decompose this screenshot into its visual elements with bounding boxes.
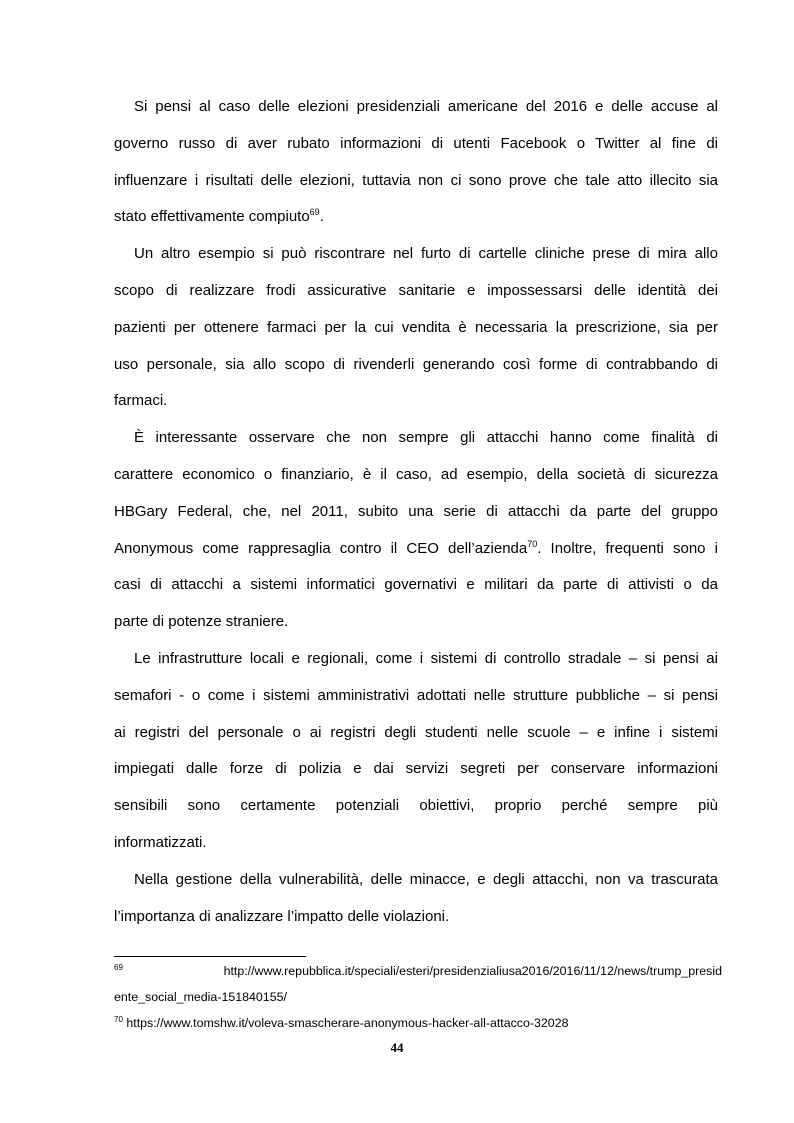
footnote-separator (114, 956, 306, 957)
body-text (114, 89, 718, 935)
footnote-69-link[interactable]: http://www.repubblica.it/speciali/esteri/presidenzialiusa2016/2016/11/12/news/trump_presid (223, 964, 722, 978)
footnote-ref-70[interactable]: 70 (527, 538, 538, 549)
paragraph-4: Le infrastrutture locali e regionali, come i sistemi di controllo stradale – si pensi ai semafori - o come i sistemi amministrativi adottati nelle strutture pubbliche – si pensi ai registri del personale o ai registri degli studenti nelle scuole – e infine i sistemi impiegati dalle forze di polizia e dai servizi segreti per conservare informazioni sensibili sono certamente potenziali obiettivi, proprio perché sempre più informatizzati. (114, 649, 718, 851)
footnote-70-link[interactable]: https://www.tomshw.it/voleva-smascherare-anonymous-hacker-all-attacco-32028 (126, 1016, 569, 1030)
paragraph-2: Un altro esempio si può riscontrare nel furto di cartelle cliniche prese di mira allo scopo di realizzare frodi assicurative sanitarie e impossessarsi delle identità dei pazienti per ottenere farmaci per la cui vendita è necessaria la prescrizione, sia per uso personale, sia allo scopo di rivenderli generando così forme di contrabbando di farmaci. (114, 245, 718, 410)
paragraph-1: Si pensi al caso delle elezioni presidenziali americane del 2016 e delle accuse al governo russo di aver rubato informazioni di utenti Facebook o Twitter al fine di influenzare i risultati delle elezioni, tuttavia non ci sono prove che tale atto illecito sia stato effettivamente compiuto$^{69}$. (114, 98, 718, 226)
footnote-69: $^{69}$ http://www.repubblica.it/speciali/esteri/presidenzialiusa2016/2016/11/12/news/trump_presid ente_social_media-151840155/ (114, 963, 722, 1004)
footnote-70: $^{70}$ https://www.tomshw.it/voleva-smascherare-anonymous-hacker-all-attacco-32028 (114, 1015, 569, 1030)
page-number: 44 (390, 1040, 404, 1055)
footnote-ref-69[interactable]: 69 (309, 207, 320, 218)
paragraph-3: È interessante osservare che non sempre gli attacchi hanno come finalità di carattere economico o finanziario, è il caso, ad esempio, della società di sicurezza HBGary Federal, che, nel 2011, subito una serie di attacchi da parte del gruppo Anonymous come rappresaglia contro il CEO dell’azienda$^{70}$. Inoltre, frequenti sono i casi di attacchi a sistemi informatici governativi e militari da parte di attivisti o da parte di potenze straniere. (114, 429, 718, 631)
paragraph-5: Nella gestione della vulnerabilità, delle minacce, e degli attacchi, non va trascurata l’importanza di analizzare l’impatto delle violazioni. (114, 870, 718, 925)
